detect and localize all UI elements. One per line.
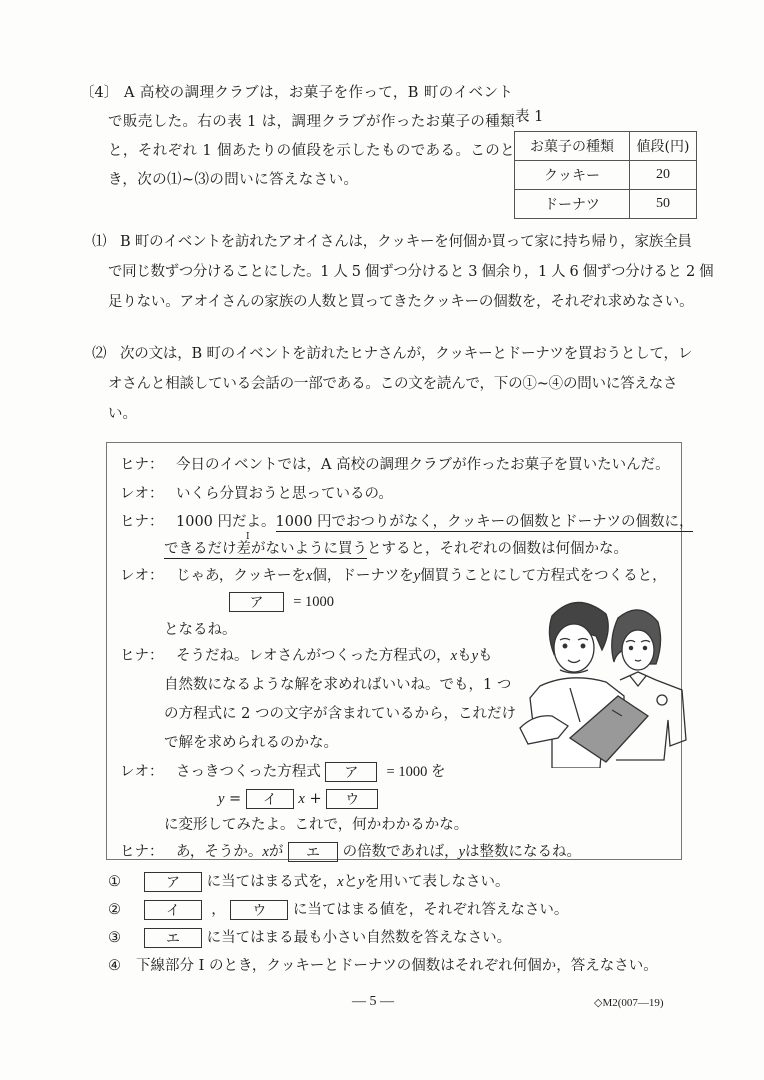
dialogue-line-10: の方程式に 2 つの文字が含まれているから，これだけ (164, 706, 516, 722)
q1-label: ⑴ (92, 234, 107, 250)
separator: ， (211, 902, 226, 918)
plus-sign: + (309, 791, 322, 807)
dialogue-line-15 (120, 842, 581, 862)
variable-y: y (458, 844, 466, 860)
dialogue-text: 個，ドーナツを (312, 568, 414, 584)
price-table (514, 131, 697, 219)
table-caption: 表 1 (515, 109, 544, 125)
blank-a: ア (229, 592, 284, 612)
dialogue-text: 1000 円だよ。 (176, 514, 276, 530)
variable-x: x (450, 648, 458, 664)
table-header-cell: お菓子の種類 (515, 132, 630, 161)
table-cell: ドーナツ (515, 190, 630, 219)
equals-sign: = (229, 791, 242, 807)
subq-text: に当てはまる式を， (206, 874, 338, 890)
intro-line-4: き，次の⑴~⑶の問いに答えなさい。 (108, 172, 359, 188)
table-header-row (515, 132, 697, 161)
dialogue-text: いくら分買おうと思っているの。 (176, 486, 393, 502)
dialogue-text: も (478, 648, 493, 664)
equation-rhs: = 1000 (293, 594, 335, 610)
subq-text: と (343, 874, 359, 890)
speaker-leo: レオ： (120, 764, 164, 780)
variable-y: y (471, 648, 479, 664)
blank-e: エ (288, 842, 338, 862)
dialogue-line-5 (120, 566, 667, 586)
dialogue-text: = 1000 を (386, 764, 446, 780)
q2-line-2: オさんと相談している会話の一部である。この文を読んで，下の①~④の問いに答えなさ (108, 376, 678, 392)
dialogue-line-14: に変形してみたよ。これで，何かわかるかな。 (164, 817, 469, 833)
underlined-text-I: 1000 円でおつりがなく，クッキーの個数とドーナツの個数に， (275, 514, 694, 530)
variable-y: y (218, 791, 225, 807)
subq-text: に当てはまる最も小さい自然数を答えなさい。 (206, 930, 512, 946)
dialogue-line-11: で解を求められるのかな。 (164, 735, 338, 751)
speaker-hina: ヒナ： (120, 457, 164, 473)
table-row (515, 161, 697, 190)
table-cell: クッキー (515, 161, 630, 190)
two-students-with-clipboard-illustration (510, 588, 688, 768)
dialogue-text: あ，そうか。 (176, 844, 263, 860)
subq-text: を用いて表しなさい。 (364, 874, 510, 890)
dialogue-line-7: となるね。 (164, 622, 237, 638)
variable-x: x (262, 844, 269, 860)
blank-a: ア (325, 762, 377, 782)
equation-line-1 (229, 592, 334, 612)
subq-text: 下線部分 I のとき，クッキーとドーナツの個数はそれぞれ何個か，答えなさい。 (136, 958, 658, 974)
q2-line-3: い。 (108, 406, 137, 422)
intro-line-1: A 高校の調理クラブは，お菓子を作って，B 町のイベント (124, 85, 514, 101)
page-number: — 5 — (352, 994, 394, 1009)
subq-label: ③ (108, 930, 121, 946)
subq-2 (108, 900, 568, 920)
table-row (515, 190, 697, 219)
problem-number: 〔4〕 (80, 85, 119, 101)
speaker-hina: ヒナ： (120, 844, 164, 860)
intro-line-2: で販売した。右の表 1 は，調理クラブが作ったお菓子の種類 (108, 114, 516, 130)
dialogue-line-4 (164, 539, 628, 559)
equation-line-2 (218, 789, 378, 809)
blank-u: ウ (326, 789, 378, 809)
underline-mark-I: I (246, 532, 250, 542)
subq-3 (108, 928, 511, 948)
speaker-hina: ヒナ： (120, 648, 164, 664)
dialogue-text: そうだね。レオさんがつくった方程式の， (176, 648, 451, 664)
subq-text: に当てはまる値を，それぞれ答えなさい。 (292, 902, 569, 918)
dialogue-line-8 (120, 646, 493, 666)
blank-e: エ (144, 928, 202, 948)
dialogue-line-2 (120, 484, 393, 504)
blank-u: ウ (230, 900, 288, 920)
speaker-leo: レオ： (120, 568, 164, 584)
dialogue-line-3 (120, 512, 693, 532)
blank-i: イ (144, 900, 202, 920)
q1-line-2: で同じ数ずつ分けることにした。1 人 5 個ずつ分けると 3 個余り，1 人 6 個ずつ分けると 2 個 (108, 264, 714, 280)
dialogue-text: も (457, 648, 472, 664)
dialogue-text: さっきつくった方程式 (176, 764, 321, 780)
blank-a: ア (144, 872, 202, 892)
dialogue-text: が (268, 844, 284, 860)
subq-label: ① (108, 874, 121, 890)
variable-y: y (358, 874, 365, 890)
variable-x: x (305, 568, 313, 584)
subq-label: ② (108, 902, 121, 918)
variable-x: x (298, 791, 305, 807)
underlined-text-I: できるだけ差がないように買う (164, 541, 367, 557)
dialogue-line-12 (120, 762, 445, 782)
dialogue-text: は整数になるね。 (465, 844, 582, 860)
dialogue-text: 今日のイベントでは，A 高校の調理クラブが作ったお菓子を買いたいんだ。 (176, 457, 670, 473)
dialogue-text: 個買うことにして方程式をつくると， (420, 568, 667, 584)
dialogue-text: じゃあ，クッキーを (176, 568, 306, 584)
subq-4 (108, 956, 658, 976)
subq-1 (108, 872, 509, 892)
subq-label: ④ (108, 958, 121, 974)
q1-line-3: 足りない。アオイさんの家族の人数と買ってきたクッキーの個数を，それぞれ求めなさい。 (108, 294, 694, 310)
table-header-cell: 値段(円) (630, 132, 697, 161)
exam-code: ◇M2(007—19) (594, 997, 664, 1009)
speaker-leo: レオ： (120, 486, 164, 502)
dialogue-text: とすると，それぞれの個数は何個かな。 (367, 541, 628, 557)
blank-i: イ (246, 789, 294, 809)
table-cell: 20 (630, 161, 697, 190)
dialogue-line-1 (120, 455, 670, 475)
q2-line-1: 次の文は，B 町のイベントを訪れたヒナさんが，クッキーとドーナツを買おうとして，レ (120, 346, 693, 362)
dialogue-line-9: 自然数になるような解を求めればいいね。でも，1 つ (164, 677, 512, 693)
intro-line-3: と，それぞれ 1 個あたりの値段を示したものである。このと (108, 143, 516, 159)
variable-y: y (413, 568, 421, 584)
speaker-hina: ヒナ： (120, 514, 164, 530)
table-cell: 50 (630, 190, 697, 219)
dialogue-text: の倍数であれば， (342, 844, 459, 860)
variable-x: x (337, 874, 344, 890)
q2-label: ⑵ (92, 346, 107, 362)
q1-line-1: B 町のイベントを訪れたアオイさんは，クッキーを何個か買って家に持ち帰り，家族全員 (120, 234, 692, 250)
